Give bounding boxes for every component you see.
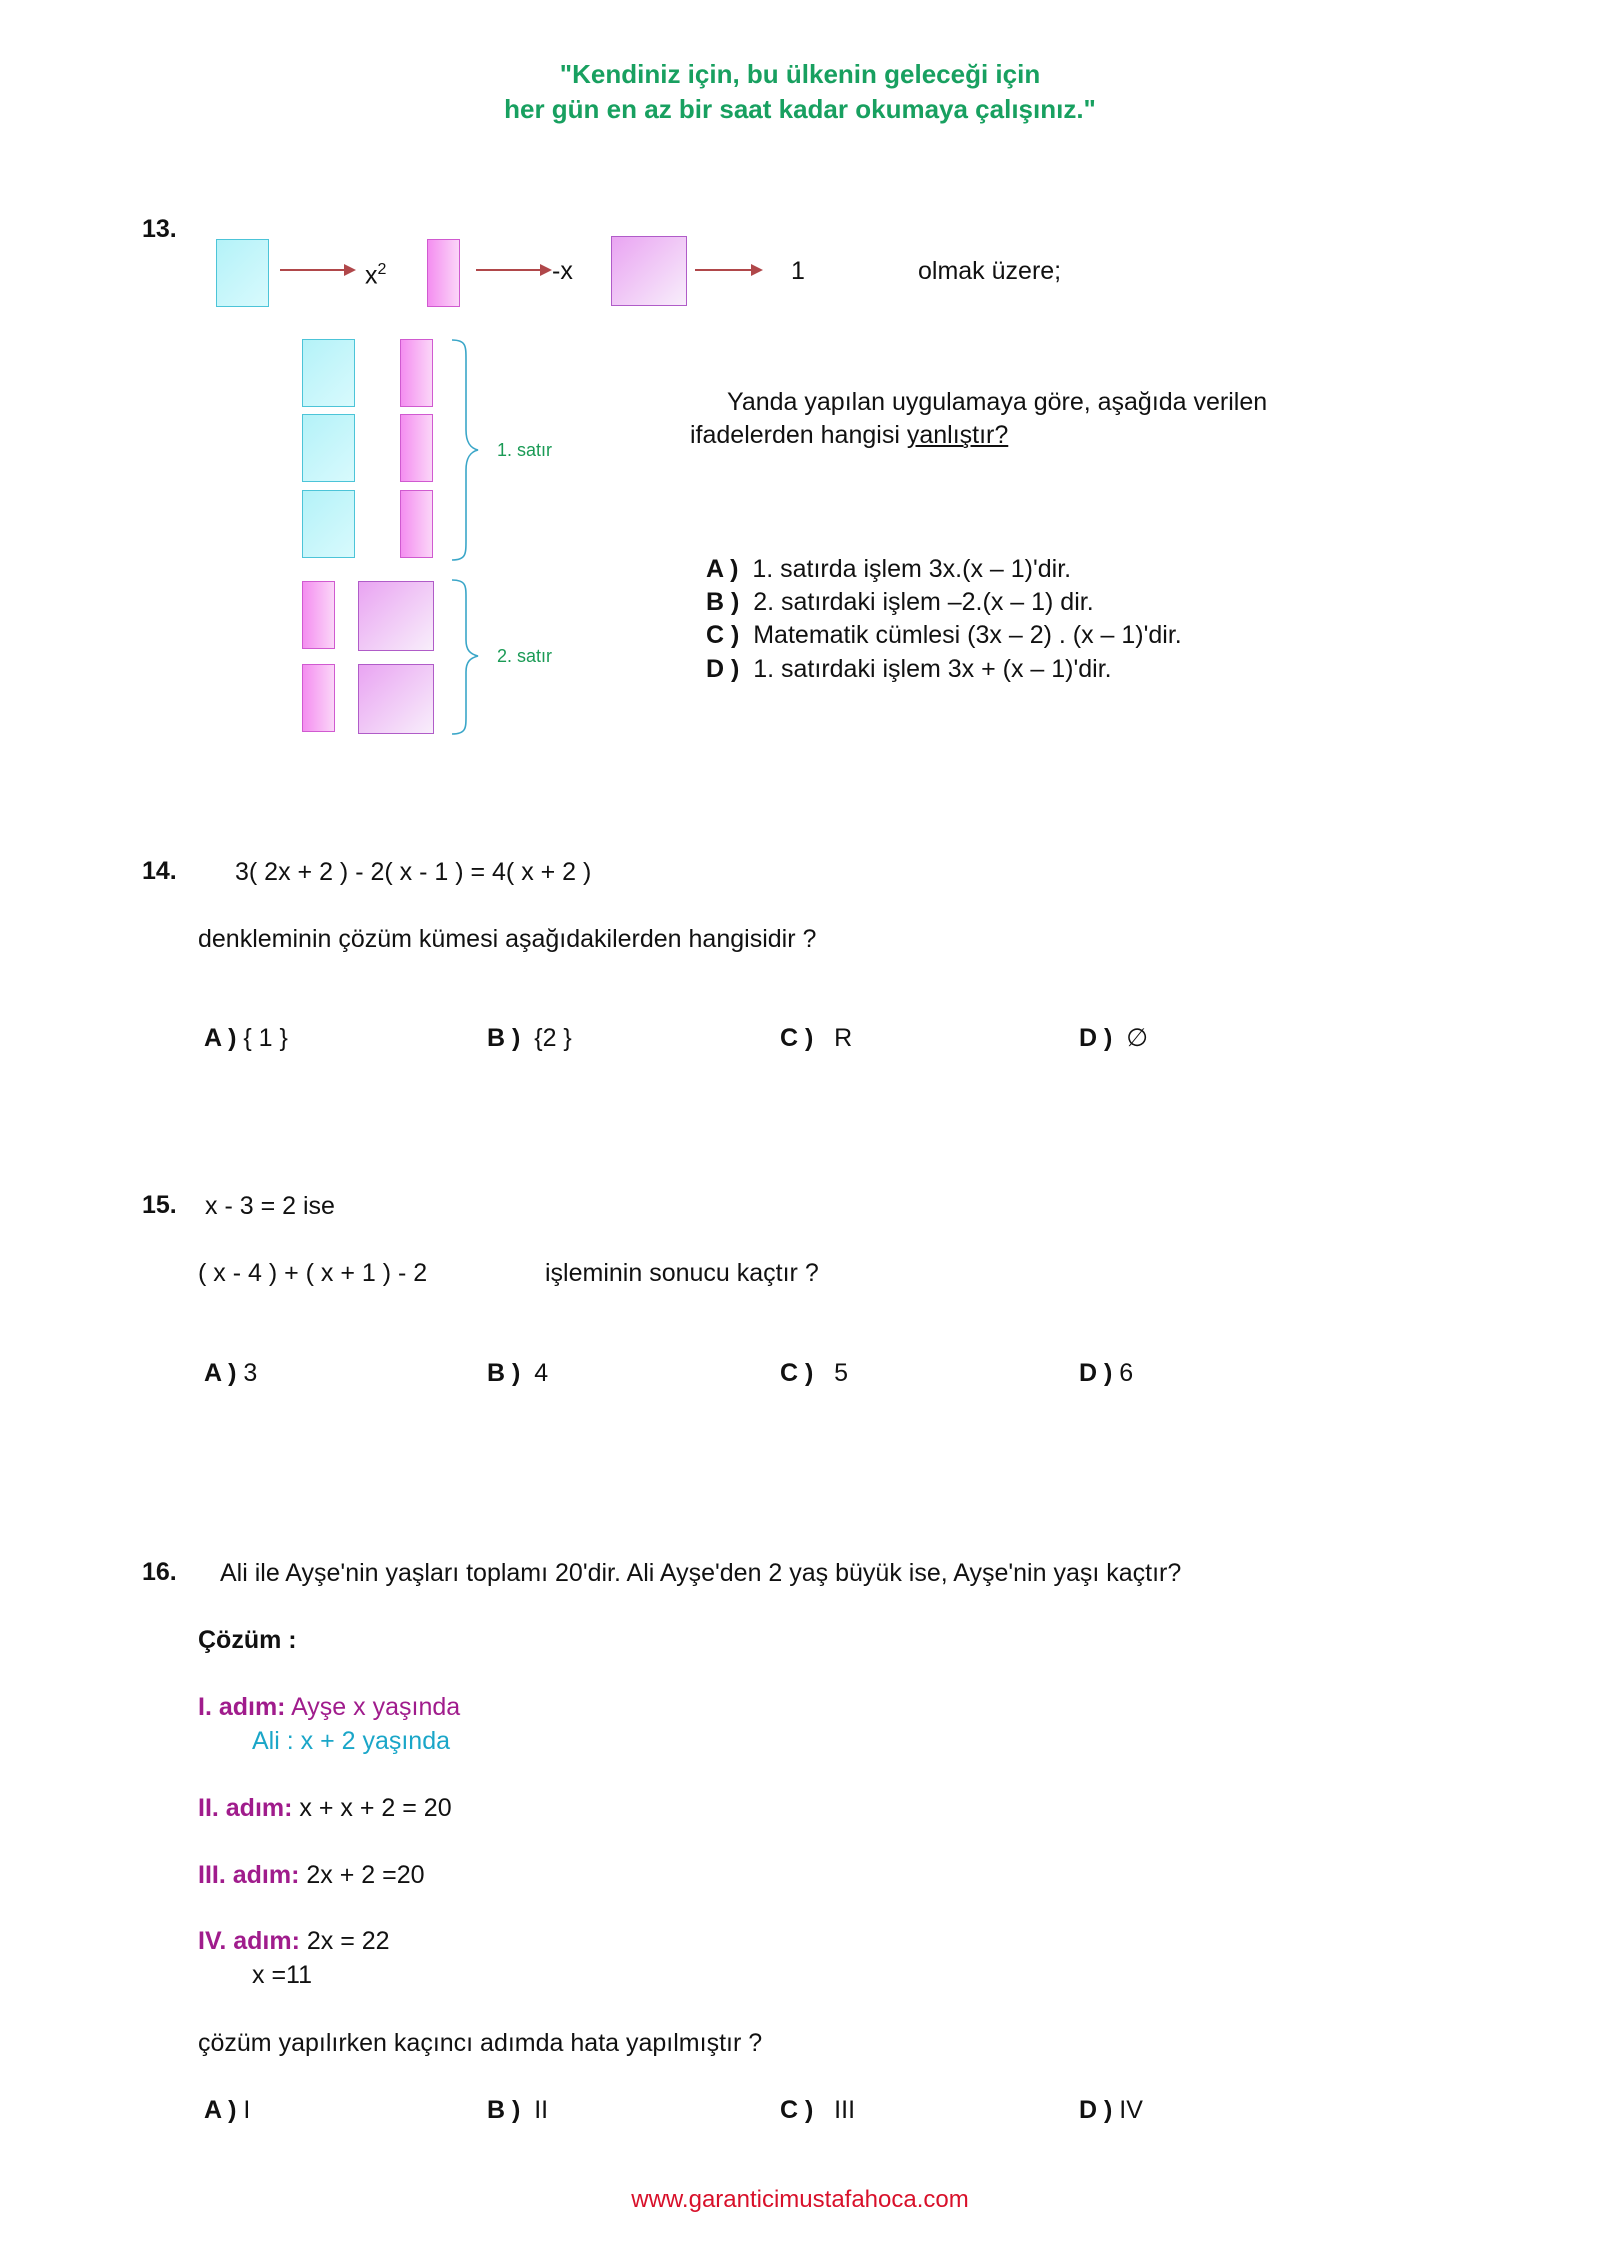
q15-expression: ( x - 4 ) + ( x + 1 ) - 2 (198, 1259, 428, 1287)
x-squared-tile (302, 339, 355, 407)
q16-solution-title: Çözüm : (198, 1626, 297, 1654)
q13-option-b[interactable]: B ) 2. satırdaki işlem –2.(x – 1) dir. (706, 588, 1094, 616)
q15-option-a[interactable]: A ) 3 (204, 1359, 258, 1387)
x-squared-tile (302, 414, 355, 482)
q16-step2: II. adım: x + x + 2 = 20 (198, 1794, 452, 1822)
neg-x-tile (427, 239, 460, 307)
q16-option-a[interactable]: A ) I (204, 2096, 251, 2124)
q15-given: x - 3 = 2 ise (205, 1192, 335, 1220)
q13-option-d[interactable]: D ) 1. satırdaki işlem 3x + (x – 1)'dir. (706, 655, 1112, 683)
x-squared-tile (302, 490, 355, 558)
q16-question: çözüm yapılırken kaçıncı adımda hata yapılmıştır ? (198, 2029, 763, 2057)
neg-x-tile (400, 490, 433, 558)
x-squared-label: $x^2$ (365, 261, 387, 290)
q16-problem: Ali ile Ayşe'nin yaşları toplamı 20'dir. Ali Ayşe'den 2 yaş büyük ise, Ayşe'nin yaşı kaçtır? (220, 1559, 1182, 1587)
unit-tile (358, 664, 434, 734)
q13-prompt-line2: ifadelerden hangisi yanlıştır? (690, 421, 1009, 449)
q14-option-d[interactable]: D ) ∅ (1079, 1023, 1149, 1052)
q16-option-c[interactable]: C ) III (780, 2096, 856, 2124)
q13-option-c[interactable]: C ) Matematik cümlesi (3x – 2) . (x – 1)'dir. (706, 621, 1182, 649)
q15-option-d[interactable]: D ) 6 (1079, 1359, 1134, 1387)
q14-option-b[interactable]: B ) {2 } (487, 1024, 572, 1052)
neg-x-tile (400, 339, 433, 407)
neg-x-tile (400, 414, 433, 482)
unit-tile (358, 581, 434, 651)
yanlistir-underlined: yanlıştır? (906, 421, 1009, 449)
row2-brace-icon (448, 578, 488, 736)
q13-prompt-line1: Yanda yapılan uygulamaya göre, aşağıda verilen (727, 388, 1268, 416)
empty-set-icon: ∅ (1126, 1023, 1149, 1052)
q14-option-a[interactable]: A ) { 1 } (204, 1024, 288, 1052)
q15-option-c[interactable]: C ) 5 (780, 1359, 849, 1387)
row1-label: 1. satır (497, 440, 553, 460)
q16-step1: I. adım: Ayşe x yaşında (198, 1693, 461, 1721)
arrow-icon (474, 262, 554, 278)
question-number-13: 13. (142, 215, 177, 243)
row1-brace-icon (448, 338, 488, 562)
header-quote-line2: her gün en az bir saat kadar okumaya çalışınız." (504, 94, 1096, 124)
q14-equation: 3( 2x + 2 ) - 2( x - 1 ) = 4( x + 2 ) (235, 858, 592, 886)
q16-step1-line2: Ali : x + 2 yaşında (252, 1727, 451, 1755)
one-label: 1 (791, 257, 805, 285)
header-quote-line1: "Kendiniz için, bu ülkenin geleceği için (559, 59, 1041, 89)
q15-option-b[interactable]: B ) 4 (487, 1359, 549, 1387)
q15-question: işleminin sonucu kaçtır ? (545, 1259, 819, 1287)
x-squared-tile (216, 239, 269, 307)
question-number-16: 16. (142, 1558, 177, 1586)
row2-label: 2. satır (497, 646, 553, 666)
q14-option-c[interactable]: C ) R (780, 1024, 853, 1052)
arrow-icon (278, 262, 358, 278)
neg-x-tile (302, 581, 335, 649)
footer-url-link[interactable]: www.garanticimustafahoca.com (631, 2186, 969, 2213)
question-number-15: 15. (142, 1191, 177, 1219)
q13-option-a[interactable]: A ) 1. satırda işlem 3x.(x – 1)'dir. (706, 555, 1072, 583)
q16-step4: IV. adım: 2x = 22 (198, 1927, 390, 1955)
q16-step4-line2: x =11 (252, 1961, 312, 1989)
question-number-14: 14. (142, 857, 177, 885)
q14-question: denkleminin çözüm kümesi aşağıdakilerden hangisidir ? (198, 925, 817, 953)
arrow-icon (693, 262, 765, 278)
olmak-uzere-text: olmak üzere; (918, 257, 1062, 285)
unit-tile (611, 236, 687, 306)
q16-step3: III. adım: 2x + 2 =20 (198, 1861, 425, 1889)
neg-x-label: -x (552, 257, 573, 285)
q16-option-b[interactable]: B ) II (487, 2096, 549, 2124)
neg-x-tile (302, 664, 335, 732)
q16-option-d[interactable]: D ) IV (1079, 2096, 1143, 2124)
